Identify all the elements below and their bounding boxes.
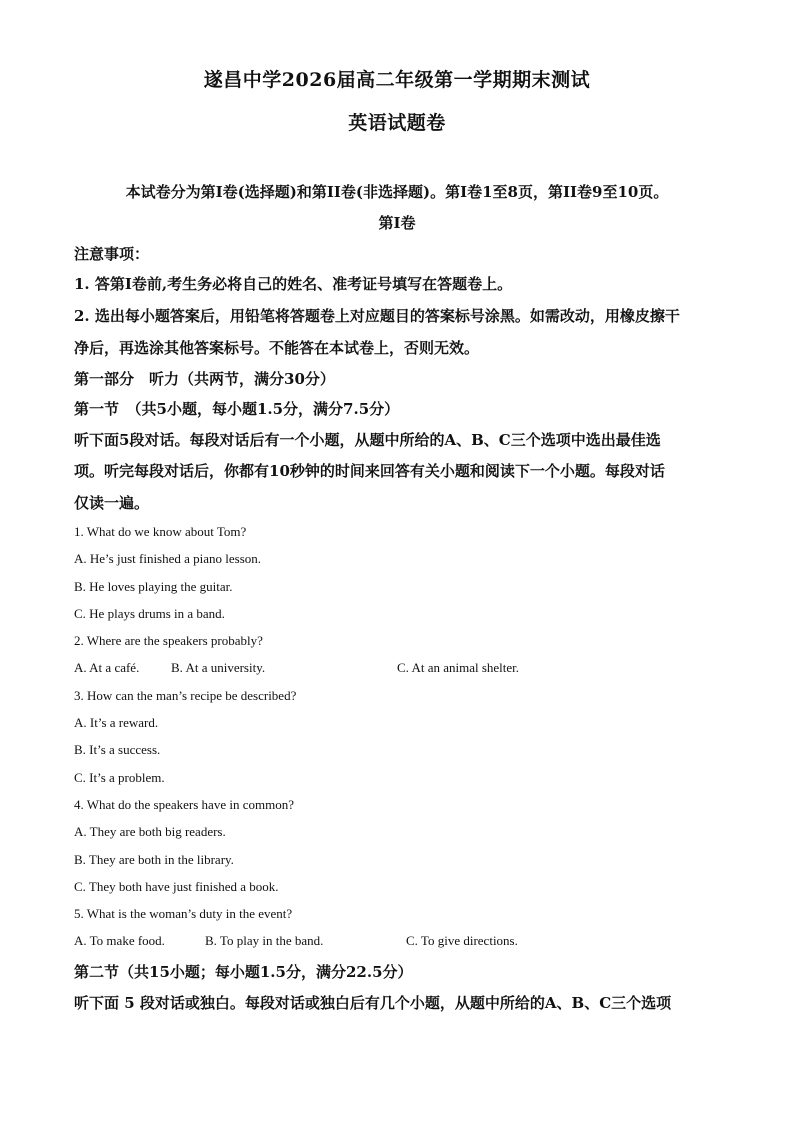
question-4-option-a: A. They are both big readers. — [74, 824, 226, 839]
question-5-stem: 5. What is the woman’s duty in the event? — [74, 906, 293, 921]
section2-heading: 第二节（共15小题；每小题1.5分，满分22.5分） — [74, 963, 413, 981]
question-3-option-a: A. It’s a reward. — [74, 715, 159, 730]
volume-heading: 第I卷 — [378, 214, 416, 232]
notes-item-2-line-1: 2. 选出每小题答案后，用铅笔将答题卷上对应题目的答案标号涂黑。如需改动，用橡皮擦干 — [74, 307, 680, 325]
section1-heading: 第一节 （共5小题，每小题1.5分，满分7.5分） — [74, 400, 400, 418]
section2-instruction-line-1: 听下面 5 段对话或独白。每段对话或独白后有几个小题，从题中所给的A、B、C三个选项 — [74, 994, 672, 1012]
question-4-option-c: C. They both have just finished a book. — [74, 879, 279, 894]
notes-item-1: 1. 答第I卷前,考生务必将自己的姓名、准考证号填写在答题卷上。 — [74, 275, 513, 293]
question-3-option-c: C. It’s a problem. — [74, 770, 165, 785]
question-2-option-a: A. At a café. — [74, 660, 140, 675]
question-1-option-a: A. He’s just finished a piano lesson. — [74, 551, 262, 566]
exam-title: 遂昌中学2026届高二年级第一学期期末测试 — [203, 69, 591, 91]
question-1-stem: 1. What do we know about Tom? — [74, 524, 247, 539]
part1-heading: 第一部分 听力（共两节，满分30分） — [74, 370, 335, 388]
question-2-stem: 2. Where are the speakers probably? — [74, 633, 263, 648]
exam-subtitle: 英语试题卷 — [348, 112, 446, 134]
question-1-option-b: B. He loves playing the guitar. — [74, 579, 233, 594]
paper-structure-note: 本试卷分为第I卷(选择题)和第II卷(非选择题)。第I卷1至8页，第II卷9至10页。 — [125, 183, 669, 201]
question-3-option-b: B. It’s a success. — [74, 742, 161, 757]
question-1-option-c: C. He plays drums in a band. — [74, 606, 225, 621]
section1-instruction-line-2: 项。听完每段对话后，你都有10秒钟的时间来回答有关小题和阅读下一个小题。每段对话 — [74, 462, 665, 480]
question-2-option-c: C. At an animal shelter. — [397, 660, 520, 675]
question-4-option-b: B. They are both in the library. — [74, 852, 234, 867]
question-5-option-b: B. To play in the band. — [205, 933, 324, 948]
question-4-stem: 4. What do the speakers have in common? — [74, 797, 294, 812]
question-5-option-a: A. To make food. — [74, 933, 165, 948]
notes-item-2-line-2: 净后，再选涂其他答案标号。不能答在本试卷上，否则无效。 — [74, 339, 480, 357]
notes-heading: 注意事项： — [74, 245, 150, 263]
question-3-stem: 3. How can the man’s recipe be described? — [74, 688, 297, 703]
question-5-option-c: C. To give directions. — [406, 933, 518, 948]
section1-instruction-line-3: 仅读一遍。 — [74, 494, 150, 512]
section1-instruction-line-1: 听下面5段对话。每段对话后有一个小题，从题中所给的A、B、C三个选项中选出最佳选 — [74, 431, 661, 449]
question-2-option-b: B. At a university. — [171, 660, 266, 675]
